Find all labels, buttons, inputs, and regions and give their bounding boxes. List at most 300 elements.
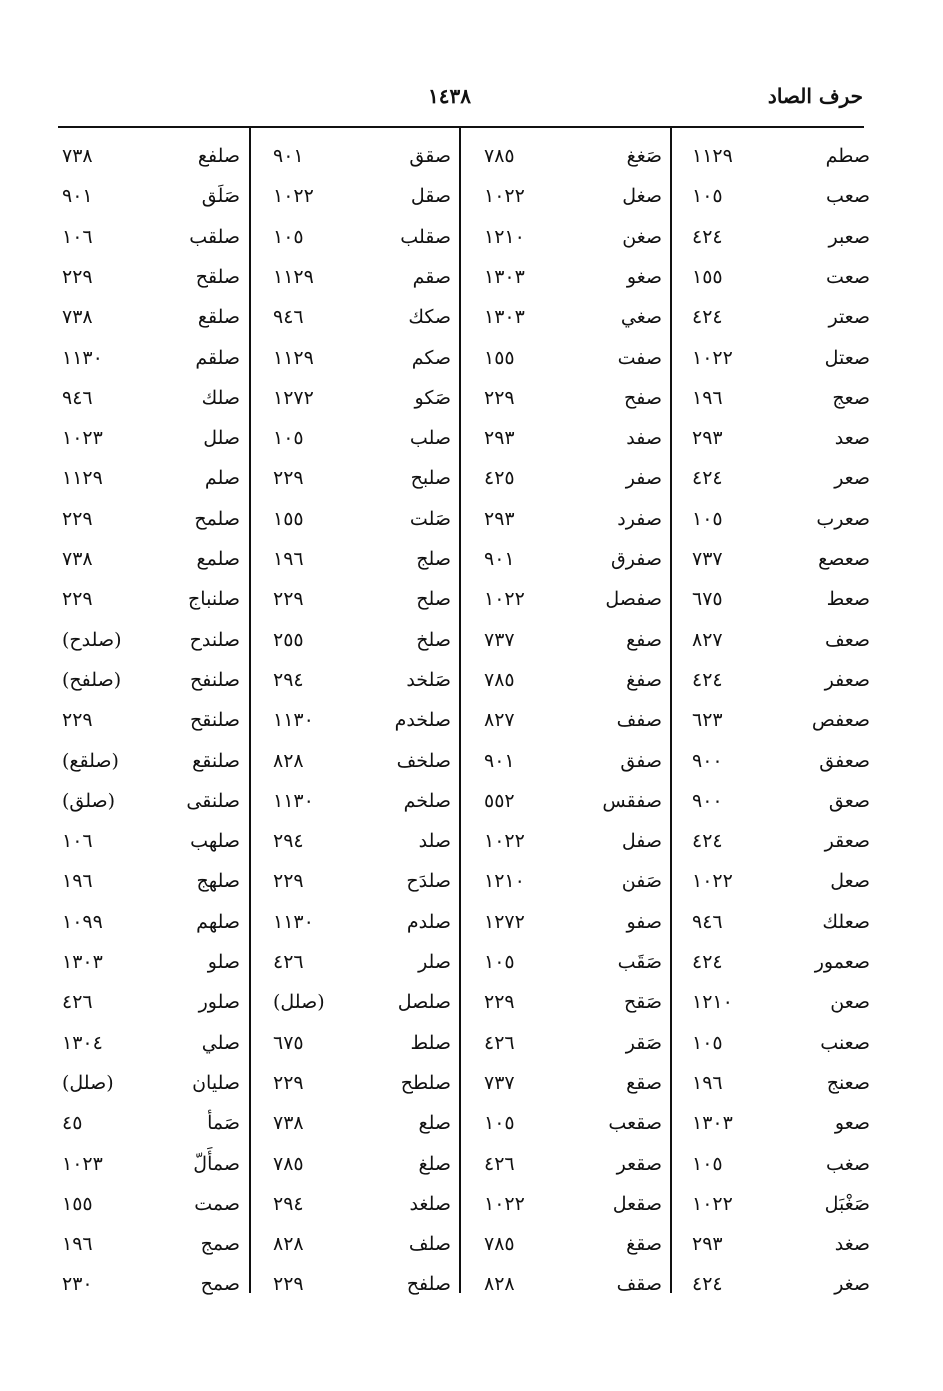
- index-entry: [62, 176, 240, 216]
- entry-page-ref: ٢٢٩: [62, 265, 93, 288]
- entry-word: صعقر: [824, 830, 870, 853]
- index-entry: [62, 338, 240, 378]
- index-entry: [484, 539, 662, 579]
- entry-word: صَكو: [414, 386, 451, 409]
- index-entry: [692, 418, 870, 458]
- entry-word: صفرق: [611, 548, 662, 570]
- index-entry: [692, 781, 870, 821]
- entry-page-ref: ٦٧٥: [692, 588, 723, 611]
- index-entry: [62, 741, 240, 781]
- entry-page-ref: ٢٥٥: [273, 628, 304, 651]
- index-entry: [692, 458, 870, 498]
- index-entry: [62, 499, 240, 539]
- index-entry: [692, 741, 870, 781]
- entry-word: صعل: [830, 870, 870, 893]
- entry-word: صفق: [620, 749, 662, 772]
- index-entry: [484, 136, 662, 176]
- entry-word: صفر: [625, 467, 662, 490]
- entry-page-ref: ٨٢٨: [484, 1273, 515, 1296]
- entry-word: صَلَق: [201, 185, 240, 208]
- index-entry: [62, 620, 240, 660]
- entry-word: صَقر: [625, 1031, 662, 1054]
- entry-word: صقل: [410, 185, 451, 208]
- index-entry: [273, 861, 451, 901]
- column-divider: [249, 128, 251, 1293]
- entry-page-ref: ٩٠٠: [692, 789, 723, 812]
- entry-word: صَمأ: [207, 1112, 240, 1135]
- entry-page-ref: ١١٣٠: [273, 789, 314, 812]
- entry-page-ref: ٨٢٨: [273, 1233, 304, 1256]
- index-entry: [484, 579, 662, 619]
- entry-word: صفقس: [602, 789, 662, 812]
- entry-page-ref: ١٠٢٣: [62, 427, 103, 450]
- index-entry: [62, 1264, 240, 1304]
- entry-page-ref: ١٠٢٢: [692, 346, 733, 369]
- entry-word: صلغ: [418, 1152, 451, 1175]
- index-entry: [692, 1264, 870, 1304]
- entry-page-ref: ٧٨٥: [484, 1233, 515, 1256]
- entry-page-ref: ٧٨٥: [273, 1152, 304, 1175]
- index-entry: [273, 700, 451, 740]
- index-entry: [692, 297, 870, 337]
- entry-word: صليان: [192, 1071, 240, 1094]
- entry-page-ref: ١٣٠٣: [484, 306, 525, 329]
- entry-page-ref: ٢٩٣: [692, 427, 723, 450]
- entry-page-ref: ١٠٥: [692, 185, 723, 208]
- index-entry: [273, 136, 451, 176]
- entry-word: صلدَح: [406, 870, 451, 893]
- entry-word: صطم: [825, 145, 870, 167]
- entry-word: صفع: [626, 628, 662, 651]
- index-entry: [273, 660, 451, 700]
- entry-word: صغو: [626, 265, 662, 288]
- entry-page-ref: ٢٢٩: [273, 588, 304, 611]
- entry-word: صفت: [617, 346, 662, 369]
- entry-word: صعب: [826, 185, 870, 208]
- entry-word: صعرب: [816, 507, 870, 530]
- entry-word: صلو: [207, 951, 240, 973]
- entry-word: صلم: [204, 467, 240, 490]
- entry-page-ref: ١٩٦: [62, 870, 93, 893]
- entry-page-ref: ١٠٩٩: [62, 910, 103, 933]
- entry-page-ref: ١٠٥: [692, 507, 723, 530]
- entry-page-ref: ١٢٧٢: [484, 910, 525, 933]
- entry-word: صعق: [828, 789, 870, 812]
- entry-word: صفد: [626, 427, 662, 450]
- index-entry: [692, 821, 870, 861]
- index-entry: [273, 1103, 451, 1143]
- entry-word: صعت: [826, 265, 870, 288]
- index-entry: [273, 539, 451, 579]
- entry-page-ref: ٩٤٦: [692, 910, 723, 933]
- entry-page-ref: ١٢١٠: [692, 991, 733, 1014]
- entry-page-ref: ٢٢٩: [484, 386, 515, 409]
- entry-word: صفصل: [605, 588, 662, 611]
- entry-word: صلخ: [416, 628, 451, 651]
- index-entry: [62, 902, 240, 942]
- index-entry: [273, 942, 451, 982]
- index-entry: [692, 217, 870, 257]
- index-entry: [273, 1264, 451, 1304]
- entry-page-ref: ٧٣٨: [62, 548, 93, 570]
- entry-page-ref: ١٢٧٢: [273, 386, 314, 409]
- entry-word: صمأَلّ: [193, 1152, 240, 1175]
- entry-word: صقعر: [616, 1152, 662, 1175]
- index-entry: [484, 861, 662, 901]
- index-entry: [62, 297, 240, 337]
- entry-word: صفغ: [626, 668, 662, 691]
- index-entry: [273, 217, 451, 257]
- entry-page-ref: ١٠٢٢: [484, 830, 525, 853]
- entry-word: صغد: [834, 1233, 870, 1256]
- entry-page-ref: ١٢١٠: [484, 870, 525, 893]
- entry-page-ref: ٨٢٧: [484, 709, 515, 732]
- entry-page-ref: ١١٢٩: [273, 346, 314, 369]
- index-entry: [484, 176, 662, 216]
- entry-word: صفح: [623, 386, 662, 409]
- entry-page-ref: (صلدح): [62, 628, 122, 651]
- index-entry: [484, 821, 662, 861]
- index-entry: [273, 1023, 451, 1063]
- column-divider: [459, 128, 461, 1293]
- entry-word: صلط: [410, 1031, 451, 1054]
- entry-word: صقع: [626, 1071, 662, 1094]
- index-entry: [273, 579, 451, 619]
- index-entry: [692, 942, 870, 982]
- entry-word: صعن: [830, 991, 870, 1014]
- index-entry: [484, 660, 662, 700]
- entry-page-ref: ١٩٦: [273, 548, 304, 570]
- index-entry: [62, 418, 240, 458]
- entry-page-ref: ٢٢٩: [273, 467, 304, 490]
- entry-page-ref: ٤٢٥: [484, 467, 515, 490]
- index-entry: [62, 942, 240, 982]
- entry-word: صلنقع: [192, 749, 240, 772]
- entry-page-ref: ٧٣٨: [273, 1112, 304, 1135]
- entry-page-ref: ٩٤٦: [273, 306, 304, 329]
- entry-page-ref: ٧٣٨: [62, 306, 93, 329]
- entry-page-ref: ٢٩٣: [484, 507, 515, 530]
- entry-page-ref: ٧٨٥: [484, 668, 515, 691]
- entry-page-ref: ٧٣٨: [62, 145, 93, 167]
- entry-word: صقف: [616, 1273, 662, 1296]
- index-entry: [273, 378, 451, 418]
- entry-word: صعر: [834, 467, 870, 490]
- index-entry: [484, 741, 662, 781]
- entry-page-ref: ١٥٥: [484, 346, 515, 369]
- entry-word: صقغ: [626, 1233, 662, 1256]
- entry-page-ref: ٤٢٤: [692, 306, 723, 329]
- entry-word: صقعب: [608, 1112, 662, 1135]
- entry-word: صكم: [411, 346, 451, 369]
- entry-page-ref: ١٥٥: [273, 507, 304, 530]
- index-entry: [62, 539, 240, 579]
- entry-word: صلصل: [397, 991, 451, 1014]
- entry-word: صلنباج: [188, 588, 240, 611]
- entry-page-ref: ٩٠١: [62, 185, 93, 208]
- index-entry: [484, 942, 662, 982]
- entry-page-ref: ٩٠١: [484, 548, 515, 570]
- entry-page-ref: ٢٩٤: [273, 830, 304, 853]
- entry-page-ref: ٢٢٩: [484, 991, 515, 1014]
- entry-page-ref: ٢٢٩: [273, 1071, 304, 1094]
- entry-page-ref: ١١٢٩: [692, 145, 733, 167]
- entry-page-ref: ١١٣٠: [62, 346, 103, 369]
- index-entry: [62, 700, 240, 740]
- index-entry: [273, 297, 451, 337]
- index-entry: [484, 257, 662, 297]
- index-entry: [692, 1063, 870, 1103]
- entry-word: صلمع: [196, 548, 240, 570]
- entry-page-ref: ٢٩٤: [273, 1192, 304, 1215]
- entry-word: صَلت: [409, 507, 451, 530]
- index-entry: [273, 821, 451, 861]
- index-entry: [273, 338, 451, 378]
- entry-page-ref: ٩٠١: [484, 749, 515, 772]
- entry-word: صلد: [418, 830, 451, 853]
- entry-word: صلك: [201, 386, 240, 409]
- entry-word: صفف: [616, 709, 662, 732]
- entry-page-ref: ١٢١٠: [484, 225, 525, 248]
- index-entry: [484, 1224, 662, 1264]
- entry-page-ref: ١٩٦: [692, 386, 723, 409]
- index-entry: [692, 1184, 870, 1224]
- entry-word: صغي: [620, 306, 662, 329]
- index-entry: [273, 1144, 451, 1184]
- entry-page-ref: ٤٢٦: [62, 991, 93, 1014]
- index-entry: [62, 781, 240, 821]
- entry-word: صعلك: [822, 910, 870, 933]
- index-entry: [692, 338, 870, 378]
- entry-page-ref: ٢٢٩: [62, 588, 93, 611]
- index-entry: [62, 579, 240, 619]
- entry-page-ref: (صلقع): [62, 749, 119, 772]
- index-entry: [62, 1063, 240, 1103]
- entry-word: صلطح: [400, 1071, 451, 1094]
- entry-page-ref: ٢٢٩: [273, 1273, 304, 1296]
- index-entry: [273, 458, 451, 498]
- index-entry: [484, 1063, 662, 1103]
- entry-page-ref: ١٥٥: [62, 1192, 93, 1215]
- entry-word: صلهم: [196, 910, 240, 933]
- entry-word: صلفح: [406, 1273, 451, 1296]
- entry-page-ref: (صلق): [62, 789, 116, 812]
- entry-page-ref: ١٠٢٢: [484, 185, 525, 208]
- index-entry: [692, 176, 870, 216]
- entry-page-ref: ١١٢٩: [273, 265, 314, 288]
- entry-word: صلور: [198, 991, 240, 1014]
- index-entry: [273, 499, 451, 539]
- index-entry: [484, 620, 662, 660]
- entry-word: صعتر: [828, 306, 870, 329]
- index-entry: [692, 1023, 870, 1063]
- entry-word: صمت: [194, 1192, 240, 1215]
- index-column-3: [273, 128, 451, 1296]
- entry-word: صعج: [832, 386, 870, 409]
- index-entry: [692, 1103, 870, 1143]
- index-entry: [62, 136, 240, 176]
- entry-page-ref: ٢٢٩: [62, 507, 93, 530]
- entry-page-ref: ١١٣٠: [273, 709, 314, 732]
- entry-word: صَقَب: [617, 951, 662, 973]
- entry-word: صقلب: [400, 225, 451, 248]
- index-entry: [692, 136, 870, 176]
- index-entry: [692, 982, 870, 1022]
- entry-word: صعنب: [820, 1031, 870, 1054]
- index-entry: [484, 1264, 662, 1304]
- entry-word: صلب: [409, 427, 451, 450]
- index-entry: [484, 297, 662, 337]
- entry-word: صلمح: [194, 507, 240, 530]
- entry-page-ref: (صلل): [273, 991, 325, 1014]
- index-column-4: [62, 128, 240, 1296]
- index-entry: [62, 1224, 240, 1264]
- entry-page-ref: ٤٢٤: [692, 951, 723, 973]
- index-entry: [62, 821, 240, 861]
- entry-page-ref: ٨٢٨: [273, 749, 304, 772]
- entry-page-ref: ٤٢٦: [273, 951, 304, 973]
- entry-word: صعبر: [828, 225, 870, 248]
- index-entry: [692, 539, 870, 579]
- index-entry: [692, 660, 870, 700]
- entry-page-ref: ١٠٢٢: [692, 1192, 733, 1215]
- index-entry: [273, 1063, 451, 1103]
- index-entry: [273, 982, 451, 1022]
- entry-word: صلخف: [396, 749, 451, 772]
- index-entry: [484, 458, 662, 498]
- index-entry: [62, 982, 240, 1022]
- entry-word: صعفق: [819, 749, 870, 772]
- entry-page-ref: ١١٢٩: [62, 467, 103, 490]
- entry-word: صعمور: [814, 951, 870, 973]
- entry-page-ref: ٥٥٢: [484, 789, 515, 812]
- index-entry: [484, 1103, 662, 1143]
- page-header-title: حرف الصاد: [767, 84, 863, 108]
- entry-word: صلهج: [196, 870, 240, 893]
- index-entry: [62, 1184, 240, 1224]
- index-entry: [484, 700, 662, 740]
- entry-word: صلج: [416, 548, 451, 570]
- entry-page-ref: ١٠٢٢: [484, 588, 525, 611]
- index-entry: [62, 861, 240, 901]
- entry-word: صلنقح: [189, 709, 240, 732]
- entry-page-ref: ٧٣٧: [484, 628, 515, 651]
- entry-page-ref: ١٠٥: [484, 951, 515, 973]
- index-entry: [62, 1023, 240, 1063]
- index-entry: [692, 257, 870, 297]
- entry-page-ref: (صلل): [62, 1071, 114, 1094]
- entry-page-ref: ٧٨٥: [484, 145, 515, 167]
- index-entry: [484, 902, 662, 942]
- entry-page-ref: ٩٤٦: [62, 386, 93, 409]
- entry-page-ref: ٤٢٦: [484, 1031, 515, 1054]
- index-entry: [273, 1224, 451, 1264]
- index-entry: [62, 1103, 240, 1143]
- index-entry: [692, 579, 870, 619]
- column-divider: [670, 128, 672, 1293]
- index-entry: [62, 217, 240, 257]
- entry-word: صمج: [200, 1233, 240, 1256]
- entry-word: صعد: [834, 427, 870, 450]
- entry-page-ref: ١٠٦: [62, 225, 93, 248]
- index-entry: [484, 1144, 662, 1184]
- index-entry: [484, 781, 662, 821]
- entry-word: صلبح: [410, 467, 451, 490]
- entry-page-ref: ٤٢٤: [692, 668, 723, 691]
- entry-page-ref: ٢٢٩: [273, 870, 304, 893]
- index-entry: [62, 458, 240, 498]
- entry-page-ref: ٢٩٣: [692, 1233, 723, 1256]
- entry-word: صعفر: [824, 668, 870, 691]
- entry-word: صَقح: [623, 991, 662, 1014]
- entry-page-ref: ٢٩٤: [273, 668, 304, 691]
- entry-word: صعتل: [824, 346, 870, 369]
- entry-word: صقق: [409, 145, 451, 167]
- entry-word: صَلخد: [406, 668, 451, 691]
- entry-page-ref: (صلفح): [62, 668, 122, 691]
- entry-word: صلي: [201, 1031, 240, 1054]
- entry-word: صقعل: [612, 1192, 662, 1215]
- entry-word: صقم: [412, 265, 451, 288]
- index-entry: [692, 700, 870, 740]
- entry-word: صَغغ: [626, 145, 662, 167]
- entry-page-ref: ٤٢٤: [692, 225, 723, 248]
- entry-word: صلقح: [195, 265, 240, 288]
- entry-word: صعفص: [811, 709, 870, 732]
- entry-word: صعط: [826, 588, 870, 611]
- index-entry: [692, 620, 870, 660]
- index-entry: [273, 741, 451, 781]
- index-entry: [484, 378, 662, 418]
- entry-word: صلخم: [403, 789, 451, 812]
- index-entry: [62, 378, 240, 418]
- entry-page-ref: ١١٣٠: [273, 910, 314, 933]
- index-column-2: [484, 128, 662, 1296]
- entry-page-ref: ١٠٥: [273, 427, 304, 450]
- entry-word: صغن: [622, 225, 662, 248]
- entry-word: صعو: [834, 1112, 870, 1135]
- index-entry: [273, 257, 451, 297]
- entry-page-ref: ٩٠٠: [692, 749, 723, 772]
- entry-word: صلندح: [189, 628, 240, 651]
- entry-word: صلر: [418, 951, 451, 973]
- index-entry: [484, 338, 662, 378]
- entry-word: صكك: [408, 306, 451, 329]
- index-entry: [273, 781, 451, 821]
- index-entry: [273, 1184, 451, 1224]
- entry-word: صلفع: [197, 145, 240, 167]
- entry-page-ref: ٤٢٦: [484, 1152, 515, 1175]
- entry-word: صلقع: [197, 306, 240, 329]
- entry-word: صَغْبَل: [824, 1192, 870, 1215]
- entry-word: صلح: [416, 588, 451, 611]
- entry-word: صلهب: [190, 830, 240, 853]
- entry-word: صلف: [408, 1233, 451, 1256]
- entry-page-ref: ١٠٢٢: [692, 870, 733, 893]
- index-entry: [692, 861, 870, 901]
- entry-page-ref: ٨٢٧: [692, 628, 723, 651]
- entry-page-ref: ١٠٥: [273, 225, 304, 248]
- entry-page-ref: ٦٢٣: [692, 709, 723, 732]
- index-entry: [62, 257, 240, 297]
- entry-word: صلقم: [195, 346, 240, 369]
- entry-word: صفل: [621, 830, 662, 853]
- entry-word: صلدم: [406, 910, 451, 933]
- entry-word: صلل: [203, 427, 240, 450]
- entry-word: صلنقى: [186, 789, 240, 812]
- entry-word: صعنج: [826, 1071, 870, 1094]
- entry-page-ref: ١٣٠٣: [692, 1112, 733, 1135]
